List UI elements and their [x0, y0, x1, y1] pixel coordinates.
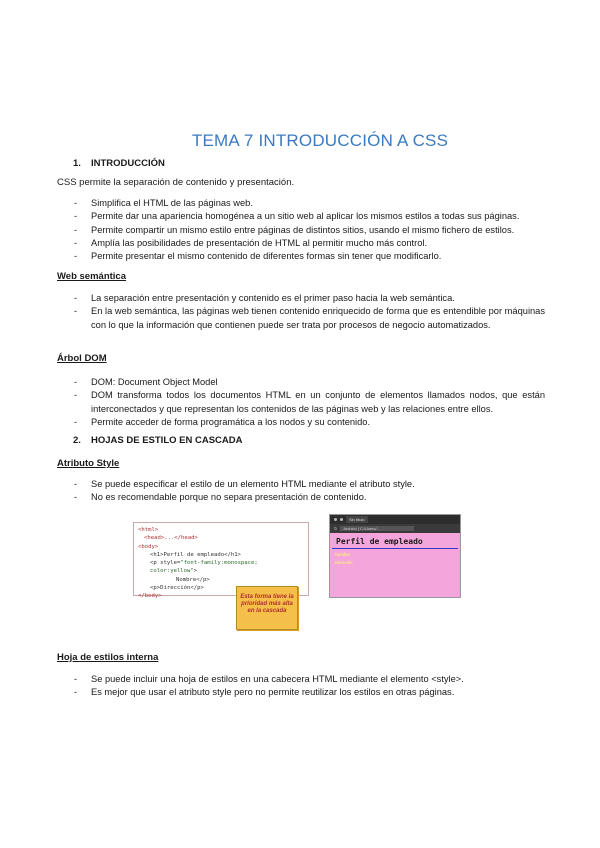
subheading-hoja-interna: Hoja de estilos interna [57, 652, 159, 663]
preview-heading: Perfil de empleado [332, 533, 458, 549]
reload-icon: ↻ [334, 526, 338, 531]
sticky-note: Esta forma tiene la prioridad más alta en la cascada [236, 586, 298, 630]
intro-list [57, 197, 545, 263]
list-item: - DOM: Document Object Model [57, 376, 545, 389]
code-line: <p>Dirección</p> [150, 585, 204, 592]
section-heading-introduccion [73, 158, 165, 169]
section-heading-hojas-de-estilo [73, 435, 243, 446]
code-line: </body> [138, 593, 162, 600]
section-number: 1. [73, 158, 81, 169]
browser-tab-bar [330, 515, 460, 524]
list-item: - Se puede incluir una hoja de estilos en una cabecera HTML mediante el elemento <style>. [57, 673, 545, 686]
browser-tab: Sin título [346, 516, 368, 523]
list-item: - Es mejor que usar el atributo style pero no permite reutilizar los estilos en otras páginas. [57, 686, 545, 699]
code-token: "font-family:monospace; color:yellow" [150, 560, 258, 575]
window-dot-icon [334, 518, 337, 521]
list-item: - Permite compartir un mismo estilo entre páginas de distintos sitios, usando el mismo fichero de estilos. [57, 224, 545, 237]
code-line: <h1>Perfil de empleado</h1> [150, 551, 241, 558]
code-line: <head>...</head> [144, 535, 198, 542]
code-line [138, 559, 308, 576]
window-dot-icon [340, 518, 343, 521]
code-token: <p style= [150, 560, 181, 567]
list-item: - Se puede especificar el estilo de un elemento HTML mediante el atributo style. [57, 478, 545, 491]
address-bar: Archivo | C:/Users/... [340, 526, 414, 531]
list-item: - Permite acceder de forma programática a los nodos y su contenido. [57, 416, 545, 429]
list-item: - DOM transforma todos los documentos HTML en un conjunto de elementos llamados nodos, que están interconectados y que representan los contenidos de las páginas web y las relaciones entre ellos. [57, 389, 545, 416]
preview-paragraph: Dirección [335, 560, 353, 565]
section-label: INTRODUCCIÓN [91, 158, 165, 169]
list-item: - Permite presentar el mismo contenido de diferentes formas sin tener que modificarlo. [57, 250, 545, 263]
list-item: - En la web semántica, las páginas web tienen contenido enriquecido de forma que es entendible por máquinas con lo que la información que contienen puede ser trata por procesos de negocio automatizados. [57, 305, 545, 332]
html-code-snippet [133, 522, 309, 600]
web-semantica-list [57, 292, 545, 332]
preview-paragraph: Nombre [335, 552, 350, 557]
subheading-arbol-dom: Árbol DOM [57, 353, 107, 364]
code-line: Nombre</p> [176, 576, 210, 583]
browser-preview-screenshot [329, 514, 461, 598]
code-line: <body> [138, 543, 159, 550]
section-number: 2. [73, 435, 81, 446]
hoja-interna-list [57, 673, 545, 700]
intro-paragraph: CSS permite la separación de contenido y presentación. [57, 177, 295, 188]
list-item: - Simplifica el HTML de las páginas web. [57, 197, 545, 210]
subheading-web-semantica: Web semántica [57, 271, 126, 282]
subheading-atributo-style: Atributo Style [57, 458, 120, 469]
code-token: > [193, 568, 198, 575]
section-label: HOJAS DE ESTILO EN CASCADA [91, 435, 243, 446]
atributo-style-list [57, 478, 545, 505]
list-item: - No es recomendable porque no separa presentación de contenido. [57, 491, 545, 504]
list-item: - Permite dar una apariencia homogénea a un sitio web al aplicar los mismos estilos a todas sus páginas. [57, 210, 545, 223]
code-line: <html> [138, 527, 159, 533]
page-title: TEMA 7 INTRODUCCIÓN A CSS [191, 131, 449, 150]
browser-address-row [330, 524, 460, 533]
arbol-dom-list [57, 376, 545, 429]
list-item: - Amplía las posibilidades de presentación de HTML al permitir mucho más control. [57, 237, 545, 250]
list-item: - La separación entre presentación y contenido es el primer paso hacia la web semántica. [57, 292, 545, 305]
